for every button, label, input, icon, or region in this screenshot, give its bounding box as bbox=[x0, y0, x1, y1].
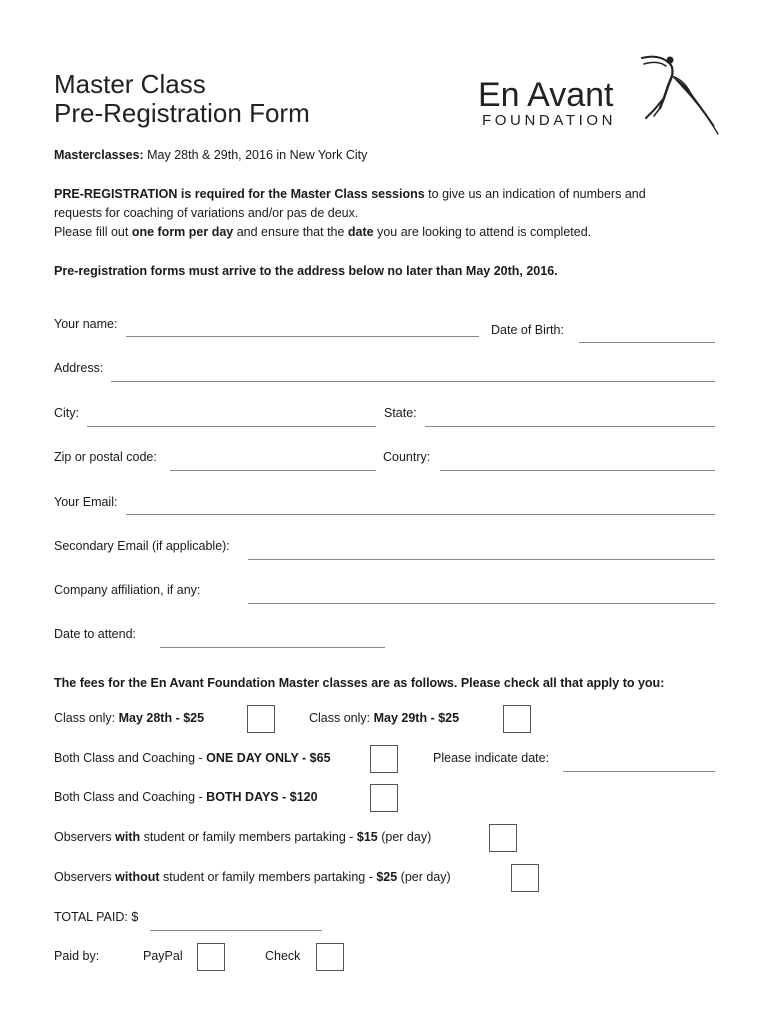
en-avant-logo bbox=[478, 52, 728, 138]
paypal-checkbox[interactable] bbox=[197, 943, 225, 971]
check-label: Check bbox=[265, 949, 301, 963]
obs-with-bold: with bbox=[115, 830, 141, 844]
company-field[interactable] bbox=[248, 603, 715, 604]
both-two-days-label bbox=[54, 790, 318, 804]
both-two-price: BOTH DAYS - $120 bbox=[206, 790, 318, 804]
obs-with-pre: Observers bbox=[54, 830, 116, 844]
deadline-text: Pre-registration forms must arrive to the address below no later than May 20th, 2016. bbox=[54, 264, 558, 278]
date-attend-label: Date to attend: bbox=[54, 627, 137, 641]
address-label: Address: bbox=[54, 361, 104, 375]
secondary-email-label: Secondary Email (if applicable): bbox=[54, 539, 230, 553]
dob-field[interactable] bbox=[579, 342, 715, 343]
obs-with-price: $15 bbox=[356, 830, 378, 844]
country-field[interactable] bbox=[440, 470, 715, 471]
indicate-date-label: Please indicate date: bbox=[433, 751, 550, 765]
total-paid-label: TOTAL PAID: $ bbox=[54, 910, 139, 924]
observers-with-checkbox[interactable] bbox=[489, 824, 517, 852]
observers-with-label bbox=[54, 830, 431, 844]
fill-pre: Please fill out bbox=[54, 225, 132, 239]
email-field[interactable] bbox=[126, 514, 715, 515]
obs-with-mid: student or family members partaking - bbox=[140, 830, 357, 844]
name-label: Your name: bbox=[54, 317, 118, 331]
prereg-paragraph bbox=[54, 185, 646, 242]
page-title bbox=[54, 70, 310, 128]
class-may29-price: May 29th - $25 bbox=[373, 711, 460, 725]
company-label: Company affiliation, if any: bbox=[54, 583, 201, 597]
both-one-pre: Both Class and Coaching - bbox=[54, 751, 207, 765]
both-one-day-label bbox=[54, 751, 331, 765]
check-checkbox[interactable] bbox=[316, 943, 344, 971]
deadline-notice bbox=[54, 262, 558, 281]
country-label: Country: bbox=[383, 450, 431, 464]
dob-label: Date of Birth: bbox=[491, 323, 564, 337]
address-field[interactable] bbox=[111, 381, 715, 382]
fill-bold-1: one form per day bbox=[131, 225, 234, 239]
fill-mid: and ensure that the bbox=[233, 225, 348, 239]
title-line-1: Master Class bbox=[54, 69, 206, 99]
observers-without-checkbox[interactable] bbox=[511, 864, 539, 892]
both-two-pre: Both Class and Coaching - bbox=[54, 790, 207, 804]
class-may29-pre: Class only: bbox=[309, 711, 374, 725]
city-label: City: bbox=[54, 406, 79, 420]
prereg-line2: requests for coaching of variations and/or pas de deux. bbox=[54, 206, 359, 220]
obs-without-mid: student or family members partaking - bbox=[159, 870, 377, 884]
indicate-date-field[interactable] bbox=[563, 771, 715, 772]
obs-without-pre: Observers bbox=[54, 870, 116, 884]
fees-heading bbox=[54, 674, 664, 693]
total-paid-field[interactable] bbox=[150, 930, 322, 931]
class-may28-label bbox=[54, 711, 204, 725]
obs-without-price: $25 bbox=[376, 870, 398, 884]
logo-name: En Avant bbox=[478, 76, 614, 114]
class-may29-checkbox[interactable] bbox=[503, 705, 531, 733]
class-may28-pre: Class only: bbox=[54, 711, 119, 725]
logo-subtitle: FOUNDATION bbox=[482, 112, 617, 129]
observers-without-label bbox=[54, 870, 451, 884]
masterclasses-info bbox=[54, 146, 367, 165]
date-attend-field[interactable] bbox=[160, 647, 385, 648]
class-may28-checkbox[interactable] bbox=[247, 705, 275, 733]
name-field[interactable] bbox=[126, 336, 479, 337]
prereg-bold: PRE-REGISTRATION is required for the Master Class sessions bbox=[54, 187, 425, 201]
email-label: Your Email: bbox=[54, 495, 118, 509]
both-one-day-checkbox[interactable] bbox=[370, 745, 398, 773]
state-label: State: bbox=[384, 406, 417, 420]
fees-heading-text: The fees for the En Avant Foundation Master classes are as follows. Please check all that apply to you: bbox=[54, 676, 665, 690]
secondary-email-field[interactable] bbox=[248, 559, 715, 560]
fill-post: you are looking to attend is completed. bbox=[373, 225, 592, 239]
city-field[interactable] bbox=[87, 426, 376, 427]
obs-without-post: (per day) bbox=[397, 870, 451, 884]
paypal-label: PayPal bbox=[143, 949, 183, 963]
zip-label: Zip or postal code: bbox=[54, 450, 157, 464]
state-field[interactable] bbox=[425, 426, 715, 427]
dancer-icon bbox=[624, 52, 724, 138]
class-may29-label bbox=[309, 711, 459, 725]
prereg-text: to give us an indication of numbers and bbox=[424, 187, 646, 201]
masterclasses-text: May 28th & 29th, 2016 in New York City bbox=[143, 148, 368, 162]
masterclasses-label: Masterclasses: bbox=[54, 148, 144, 162]
both-one-price: ONE DAY ONLY - $65 bbox=[206, 751, 331, 765]
fill-bold-2: date bbox=[347, 225, 374, 239]
obs-with-post: (per day) bbox=[377, 830, 432, 844]
class-may28-price: May 28th - $25 bbox=[118, 711, 205, 725]
title-line-2: Pre-Registration Form bbox=[54, 98, 310, 128]
both-two-days-checkbox[interactable] bbox=[370, 784, 398, 812]
obs-without-bold: without bbox=[115, 870, 160, 884]
paid-by-label: Paid by: bbox=[54, 949, 100, 963]
zip-field[interactable] bbox=[170, 470, 376, 471]
